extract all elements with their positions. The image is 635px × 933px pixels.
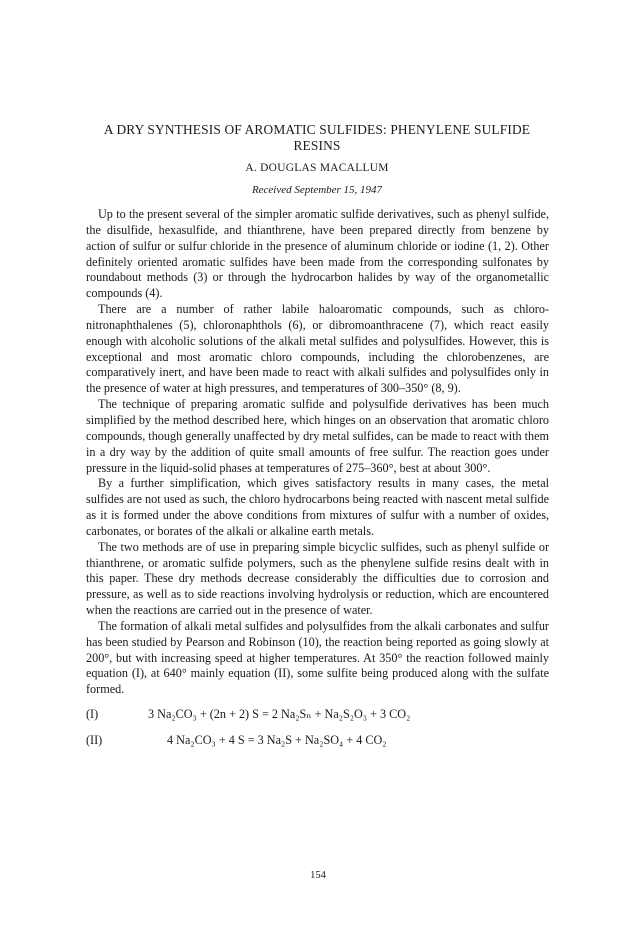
equation-label: (II) [86,733,103,748]
body-paragraph: There are a number of rather labile haloaromatic compounds, such as chloronitronaphthalenes (5), chloronaphthols (6), or dibromoanthracene (7), which react easily enough with alcoholic solutions of the alkali metal sulfides and polysulfides. However, this is exceptional and most aromatic chloro compounds, including the chlorobenzenes, are comparatively inert, and have been made to react with alkali sulfides and polysulfides only in the presence of water at high pressures, and temperatures of 300–350° (8, 9). [86,302,549,396]
equation-label: (I) [86,707,99,722]
page-number: 154 [310,870,326,881]
author-name: A. DOUGLAS MACALLUM [245,162,389,174]
body-paragraph: By a further simplification, which gives satisfactory results in many cases, the metal sulfides are not used as such, the chloro hydrocarbons being reacted with nascent metal sulfide as it is formed under the above conditions from mixtures of sulfur with a number of oxides, carbonates, or borates of the alkali or alkaline earth metals. [86,476,549,538]
body-paragraph: The technique of preparing aromatic sulfide and polysulfide derivatives has been much simplified by the method described here, which hinges on an observation that aromatic chloro compounds, though generally unaffected by dry metal sulfides, can be made to react with them in a dry way by the addition of quite small amounts of free sulfur. The reaction goes under pressure in the liquid-solid phases at temperatures of 275–360°, best at about 300°. [86,397,549,475]
equation-row [86,707,549,726]
equation-expression: 3 Na₂CO₃ + (2n + 2) S = 2 Na₂Sₙ + Na₂S₂O₃ + 3 CO₂ [148,707,411,722]
equation-row [86,733,549,752]
equation-expression: 4 Na₂CO₃ + 4 S = 3 Na₂S + Na₂SO₄ + 4 CO₂ [167,733,387,748]
body-paragraph: The two methods are of use in preparing simple bicyclic sulfides, such as phenyl sulfide or thianthrene, or aromatic sulfide polymers, such as the phenylene sulfide resins dealt with in this paper. These dry methods decrease considerably the difficulties due to corrosion and pressure, as well as to side reactions involving hydrolysis or reduction, which are encountered when the reactions are carried out in the presence of water. [86,539,549,618]
body-paragraph: Up to the present several of the simpler aromatic sulfide derivatives, such as phenyl sulfide, the disulfide, hexasulfide, and thianthrene, have been prepared directly from benzene by action of sulfur or sulfur chloride in the presence of aluminum chloride or iodine (1, 2). Other definitely oriented aromatic sulfides have been made from the corresponding sulfonates by roundabout methods (3) or through the hydrocarbon halides by way of the organometallic compounds (4). [86,207,549,301]
article-body [86,207,549,752]
received-date: Received September 15, 1947 [251,184,383,196]
article-title: A DRY SYNTHESIS OF AROMATIC SULFIDES: PHENYLENE SULFIDE RESINS [103,122,531,153]
body-paragraph: The formation of alkali metal sulfides and polysulfides from the alkali carbonates and sulfur has been studied by Pearson and Robinson (10), the reaction being reported as going slowly at 200°, but with increasing speed at higher temperatures. At 350° the reaction followed mainly equation (I), at 640° mainly equation (II), some sulfite being produced along with the sulfate formed. [86,618,549,697]
